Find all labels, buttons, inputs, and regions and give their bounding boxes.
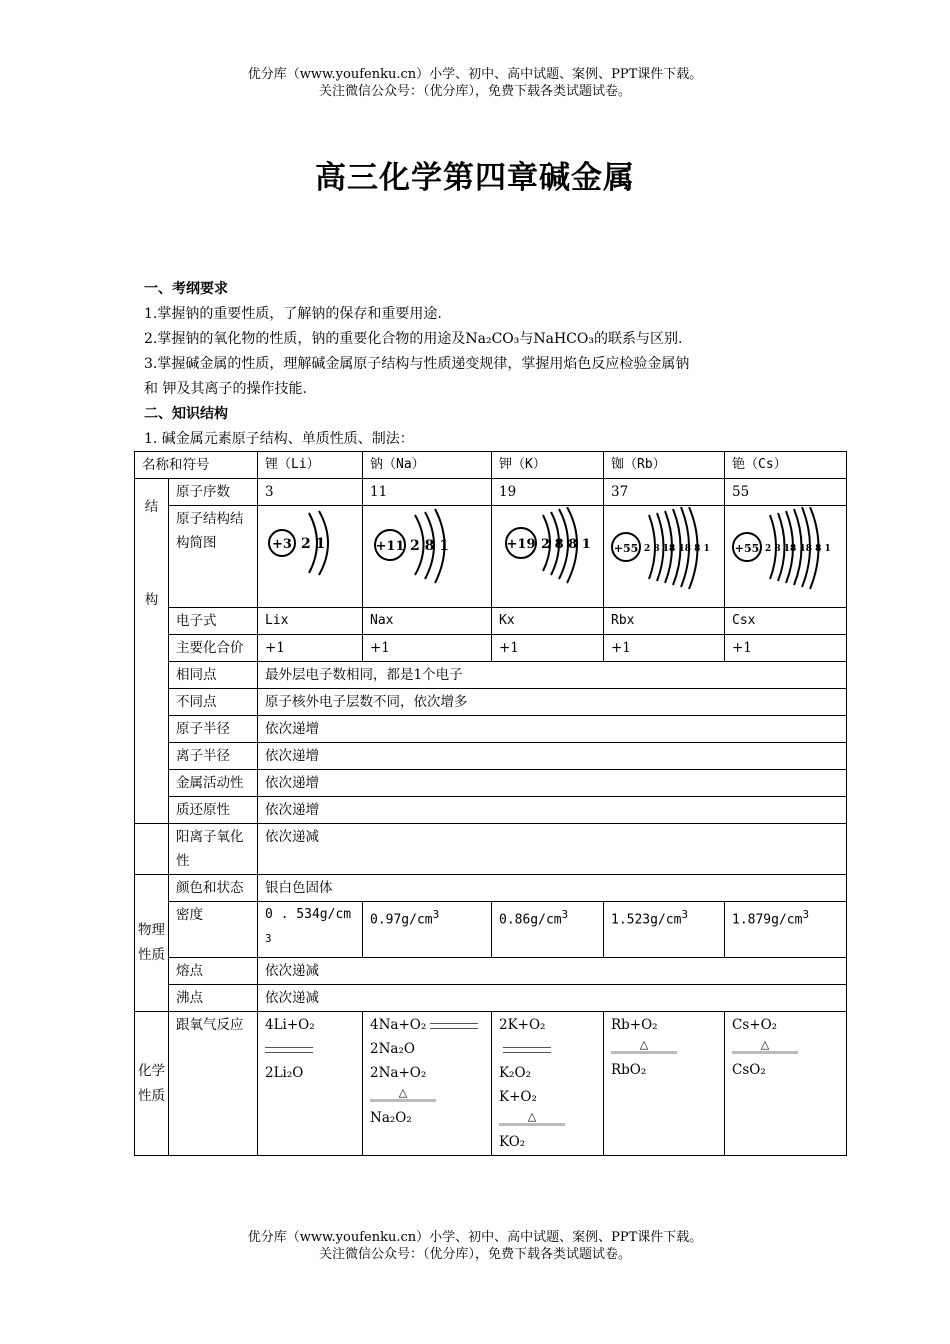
- atomic-number-li: 3: [258, 479, 363, 506]
- rb-product: RbO₂: [611, 1062, 647, 1079]
- diff-label: 不同点: [169, 689, 258, 716]
- density-k-exp: 3: [561, 908, 569, 921]
- alkali-metal-table: [134, 451, 847, 1156]
- oxidizing-label: 阳离子氧化性: [169, 824, 258, 875]
- ionic-radius-label: 离子半径: [169, 743, 258, 770]
- table-row-reducing: [135, 797, 847, 824]
- valence-rb: +1: [604, 635, 725, 662]
- li-product: 2Li₂O: [265, 1065, 304, 1082]
- color-value: 银白色固体: [258, 875, 847, 902]
- electron-formula-li: Lix: [258, 608, 363, 635]
- nucleus-charge: +11: [375, 539, 405, 554]
- structure-na: [363, 506, 492, 608]
- melting-label: 熔点: [169, 958, 258, 985]
- color-label: 颜色和状态: [169, 875, 258, 902]
- nucleus-charge: +55: [734, 542, 760, 555]
- header-line-2: 关注微信公众号：（优分库），免费下载各类试题试卷。: [318, 84, 631, 99]
- structure-rb: [604, 506, 725, 608]
- requirement-3: 3.掌握碱金属的性质，理解碱金属原子结构与性质递变规律，掌握用焰色反应检验金属钠: [144, 356, 690, 372]
- element-li: 锂（Li）: [258, 452, 363, 479]
- heat-symbol: △: [370, 1087, 436, 1102]
- electron-formula-na: Nax: [363, 608, 492, 635]
- density-label: 密度: [169, 902, 258, 958]
- reducing-value: 依次递增: [258, 797, 847, 824]
- valence-k: +1: [492, 635, 604, 662]
- equals-sign: [503, 1047, 551, 1053]
- structure-cs: [725, 506, 847, 608]
- activity-value: 依次递增: [258, 770, 847, 797]
- k-product-1: K₂O₂: [499, 1065, 531, 1082]
- melting-value: 依次递减: [258, 958, 847, 985]
- intro-section: [144, 277, 824, 452]
- table-row-electron-formula: [135, 608, 847, 635]
- electron-formula-rb: Rbx: [604, 608, 725, 635]
- equals-sign: [265, 1047, 313, 1053]
- same-value: 最外层电子数相同，都是1个电子: [258, 662, 847, 689]
- knowledge-item-1: 1. 碱金属元素原子结构、单质性质、制法：: [144, 431, 414, 447]
- name-symbol-header: 名称和符号: [135, 452, 258, 479]
- rb-reactants: Rb+O₂: [611, 1017, 658, 1034]
- cs-reactants: Cs+O₂: [732, 1017, 778, 1034]
- density-li-value: 0 . 534g/cm: [265, 907, 352, 922]
- na-product-1: 2Na₂O: [370, 1041, 415, 1058]
- page-header: [0, 66, 950, 100]
- atom-diagram-k: [499, 507, 614, 599]
- equals-sign: [430, 1023, 478, 1029]
- density-k-value: 0.86g/cm: [499, 912, 562, 928]
- electron-formula-label: 电子式: [169, 608, 258, 635]
- density-k: [492, 902, 604, 958]
- page-title: 高三化学第四章碱金属: [315, 160, 635, 196]
- valence-na: +1: [363, 635, 492, 662]
- valence-cs: +1: [725, 635, 847, 662]
- cs-product: CsO₂: [732, 1062, 766, 1079]
- category-structure-cont: [135, 824, 169, 875]
- structure-k: [492, 506, 604, 608]
- heat-symbol: △: [499, 1111, 565, 1126]
- density-na-exp: 3: [432, 908, 440, 921]
- atomic-number-rb: 37: [604, 479, 725, 506]
- density-na-value: 0.97g/cm: [370, 912, 433, 928]
- footer-line-2: 关注微信公众号：（优分库），免费下载各类试题试卷。: [318, 1247, 631, 1262]
- density-li: [258, 902, 363, 958]
- oxygen-li: [258, 1012, 363, 1156]
- density-cs: [725, 902, 847, 958]
- density-li-exp: 3: [265, 932, 272, 945]
- table-row-density: [135, 902, 847, 958]
- table-row-boiling: [135, 985, 847, 1012]
- category-structure-char-2: 构: [144, 592, 159, 608]
- table-row-oxidizing: [135, 824, 847, 875]
- table-row-valence: [135, 635, 847, 662]
- shell-electrons: 2 8 18 18 8 1: [765, 544, 831, 554]
- oxygen-rb: [604, 1012, 725, 1156]
- na-product-2: Na₂O₂: [370, 1110, 412, 1127]
- table-row-activity: [135, 770, 847, 797]
- atomic-number-cs: 55: [725, 479, 847, 506]
- oxygen-k: [492, 1012, 604, 1156]
- table-row-color: [135, 875, 847, 902]
- footer-line-1: 优分库（www.youfenku.cn）小学、初中、高中试题、案例、PPT课件下载。: [247, 1230, 703, 1245]
- na-reactants-1: 4Na+O₂: [370, 1017, 427, 1034]
- ionic-radius-value: 依次递增: [258, 743, 847, 770]
- boiling-label: 沸点: [169, 985, 258, 1012]
- table-row-ionic-radius: [135, 743, 847, 770]
- k-reactants-2: K+O₂: [499, 1089, 537, 1106]
- atomic-number-label: 原子序数: [169, 479, 258, 506]
- nucleus-charge: +55: [613, 542, 639, 555]
- oxygen-cs: [725, 1012, 847, 1156]
- element-cs: 铯（Cs）: [725, 452, 847, 479]
- activity-label: 金属活动性: [169, 770, 258, 797]
- nucleus-charge: +19: [506, 537, 536, 552]
- category-physical: 物理性质: [135, 875, 169, 1012]
- oxidizing-value: 依次递减: [258, 824, 847, 875]
- page-footer: [0, 1229, 950, 1263]
- electron-formula-cs: Csx: [725, 608, 847, 635]
- density-cs-value: 1.879g/cm: [732, 912, 803, 928]
- structure-li: [258, 506, 363, 608]
- table-row-same: [135, 662, 847, 689]
- li-reactants: 4Li+O₂: [265, 1017, 315, 1034]
- atomic-number-na: 11: [363, 479, 492, 506]
- valence-label: 主要化合价: [169, 635, 258, 662]
- nucleus-charge: +3: [272, 537, 292, 552]
- atomic-radius-value: 依次递增: [258, 716, 847, 743]
- density-rb-exp: 3: [681, 908, 688, 921]
- valence-li: +1: [258, 635, 363, 662]
- table-row-atomic-radius: [135, 716, 847, 743]
- table-row-structure: [135, 506, 847, 608]
- table-row-oxygen: [135, 1012, 847, 1156]
- k-reactants-1: 2K+O₂: [499, 1017, 546, 1034]
- table-row-melting: [135, 958, 847, 985]
- electron-formula-k: Kx: [492, 608, 604, 635]
- atom-diagram-cs: [732, 507, 838, 599]
- same-label: 相同点: [169, 662, 258, 689]
- table-row-atomic-number: [135, 479, 847, 506]
- category-structure-char-1: 结: [144, 499, 159, 515]
- element-k: 钾（K）: [492, 452, 604, 479]
- header-line-1: 优分库（www.youfenku.cn）小学、初中、高中试题、案例、PPT课件下载。: [247, 67, 703, 82]
- density-rb: [604, 902, 725, 958]
- requirement-3-cont: 和 钾及其离子的操作技能.: [144, 381, 307, 397]
- section-heading-2: 二、知识结构: [144, 406, 228, 422]
- shell-electrons: 2 8 8 1: [541, 537, 591, 552]
- density-na: [363, 902, 492, 958]
- reducing-label: 质还原性: [169, 797, 258, 824]
- category-chemical: 化学性质: [135, 1012, 169, 1156]
- table-row-diff: [135, 689, 847, 716]
- requirement-2: 2.掌握钠的氧化物的性质，钠的重要化合物的用途及Na₂CO₃与NaHCO₃的联系与区别.: [144, 331, 683, 347]
- section-heading-1: 一、考纲要求: [144, 281, 228, 297]
- density-cs-exp: 3: [802, 908, 809, 921]
- atom-diagram-li: [265, 507, 355, 599]
- atomic-radius-label: 原子半径: [169, 716, 258, 743]
- atom-diagram-na: [370, 507, 480, 599]
- boiling-value: 依次递减: [258, 985, 847, 1012]
- oxygen-na: [363, 1012, 492, 1156]
- atomic-number-k: 19: [492, 479, 604, 506]
- category-structure: [135, 479, 169, 824]
- density-rb-value: 1.523g/cm: [611, 912, 682, 928]
- table-row-header: [135, 452, 847, 479]
- k-product-2: KO₂: [499, 1134, 526, 1151]
- shell-electrons: 2 8 18 18 8 1: [644, 544, 710, 554]
- structure-label: 原子结构结构简图: [169, 506, 258, 608]
- heat-symbol: △: [732, 1039, 798, 1054]
- oxygen-label: 跟氧气反应: [169, 1012, 258, 1156]
- na-reactants-2: 2Na+O₂: [370, 1065, 427, 1082]
- shell-electrons: 2 1: [301, 536, 326, 552]
- element-rb: 铷（Rb）: [604, 452, 725, 479]
- diff-value: 原子核外电子层数不同，依次增多: [258, 689, 847, 716]
- requirement-1: 1.掌握钠的重要性质，了解钠的保存和重要用途.: [144, 306, 442, 322]
- element-na: 钠（Na）: [363, 452, 492, 479]
- shell-electrons: 2 8 1: [410, 538, 449, 554]
- heat-symbol: △: [611, 1039, 677, 1054]
- atom-diagram-rb: [611, 507, 717, 599]
